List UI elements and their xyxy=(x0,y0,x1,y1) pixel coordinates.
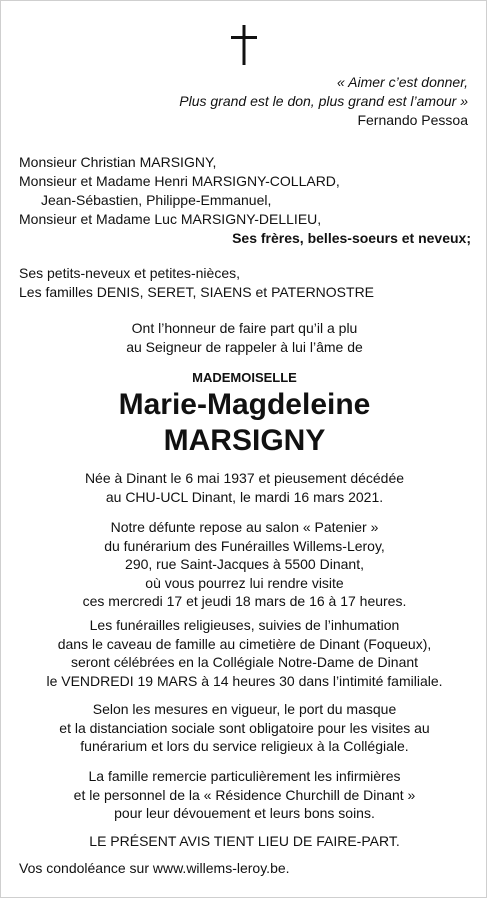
extended-family-list xyxy=(19,264,374,302)
family-summary: Ses frères, belles-soeurs et neveux; xyxy=(232,230,471,246)
paragraph-line: 290, rue Saint-Jacques à 5500 Dinant, xyxy=(125,556,364,572)
quote-author: Fernando Pessoa xyxy=(357,112,468,128)
cross-icon xyxy=(230,25,258,65)
paragraph-line: au CHU-UCL Dinant, le mardi 16 mars 2021. xyxy=(105,488,384,505)
family-line: Les familles DENIS, SERET, SIAENS et PATERNOSTRE xyxy=(19,284,375,300)
deceased-surname: MARSIGNY xyxy=(163,424,326,457)
family-line: Monsieur Christian MARSIGNY, xyxy=(19,154,217,170)
faire-part-notice: LE PRÉSENT AVIS TIENT LIEU DE FAIRE-PART. xyxy=(89,833,400,849)
paragraph-line: ces mercredi 17 et jeudi 18 mars de 16 à 17 heures. xyxy=(82,593,407,609)
paragraph-line: Notre défunte repose au salon « Patenier » xyxy=(110,519,379,535)
paragraph-line: du funérarium des Funérailles Willems-Leroy, xyxy=(104,537,385,554)
paragraph-line: seront célébrées en la Collégiale Notre-Dame de Dinant xyxy=(70,654,419,670)
family-line: Monsieur et Madame Henri MARSIGNY-COLLARD, xyxy=(19,173,340,189)
family-list xyxy=(19,153,471,248)
paragraph-line: pour leur dévouement et leurs bons soins. xyxy=(114,805,375,821)
family-line: Jean-Sébastien, Philippe-Emmanuel, xyxy=(41,192,272,208)
family-line: Monsieur et Madame Luc MARSIGNY-DELLIEU, xyxy=(19,211,322,227)
paragraph-line: et la distanciation sociale sont obligatoire pour les visites au xyxy=(59,719,430,736)
paragraph-line: et le personnel de la « Résidence Churchill de Dinant » xyxy=(73,786,416,803)
announcement-line: Ont l’honneur de faire part qu’il a plu xyxy=(131,320,358,336)
announcement-line: au Seigneur de rappeler à lui l’âme de xyxy=(126,339,363,355)
paragraph-line: dans le caveau de famille au cimetière de Dinant (Foqueux), xyxy=(57,635,432,652)
paragraph-line: où vous pourrez lui rendre visite xyxy=(145,574,344,591)
paragraph-line: Les funérailles religieuses, suivies de l’inhumation xyxy=(89,617,400,633)
announcement xyxy=(1,319,487,357)
funeral-paragraph xyxy=(1,616,487,690)
paragraph-line: Selon les mesures en vigueur, le port du masque xyxy=(92,701,397,717)
paragraph-line: le VENDREDI 19 MARS à 14 heures 30 dans l’intimité familiale. xyxy=(46,672,443,689)
birth-death-paragraph xyxy=(1,469,487,506)
deceased-first-names: Marie-Magdeleine xyxy=(118,388,371,421)
visitation-paragraph xyxy=(1,518,487,611)
paragraph-line: funérarium et lors du service religieux à la Collégiale. xyxy=(80,738,409,754)
measures-paragraph xyxy=(1,700,487,756)
epigraph xyxy=(179,73,468,130)
quote-line-2: Plus grand est le don, plus grand est l’amour » xyxy=(179,93,468,109)
thanks-paragraph xyxy=(1,767,487,823)
family-line: Ses petits-neveux et petites-nièces, xyxy=(19,265,241,281)
quote-line-1: « Aimer c’est donner, xyxy=(337,74,468,90)
paragraph-line: Née à Dinant le 6 mai 1937 et pieusement décédée xyxy=(84,470,405,486)
condolences-line: Vos condoléance sur www.willems-leroy.be. xyxy=(19,860,290,876)
deceased-title: MADEMOISELLE xyxy=(192,370,297,385)
paragraph-line: La famille remercie particulièrement les infirmières xyxy=(88,768,401,784)
